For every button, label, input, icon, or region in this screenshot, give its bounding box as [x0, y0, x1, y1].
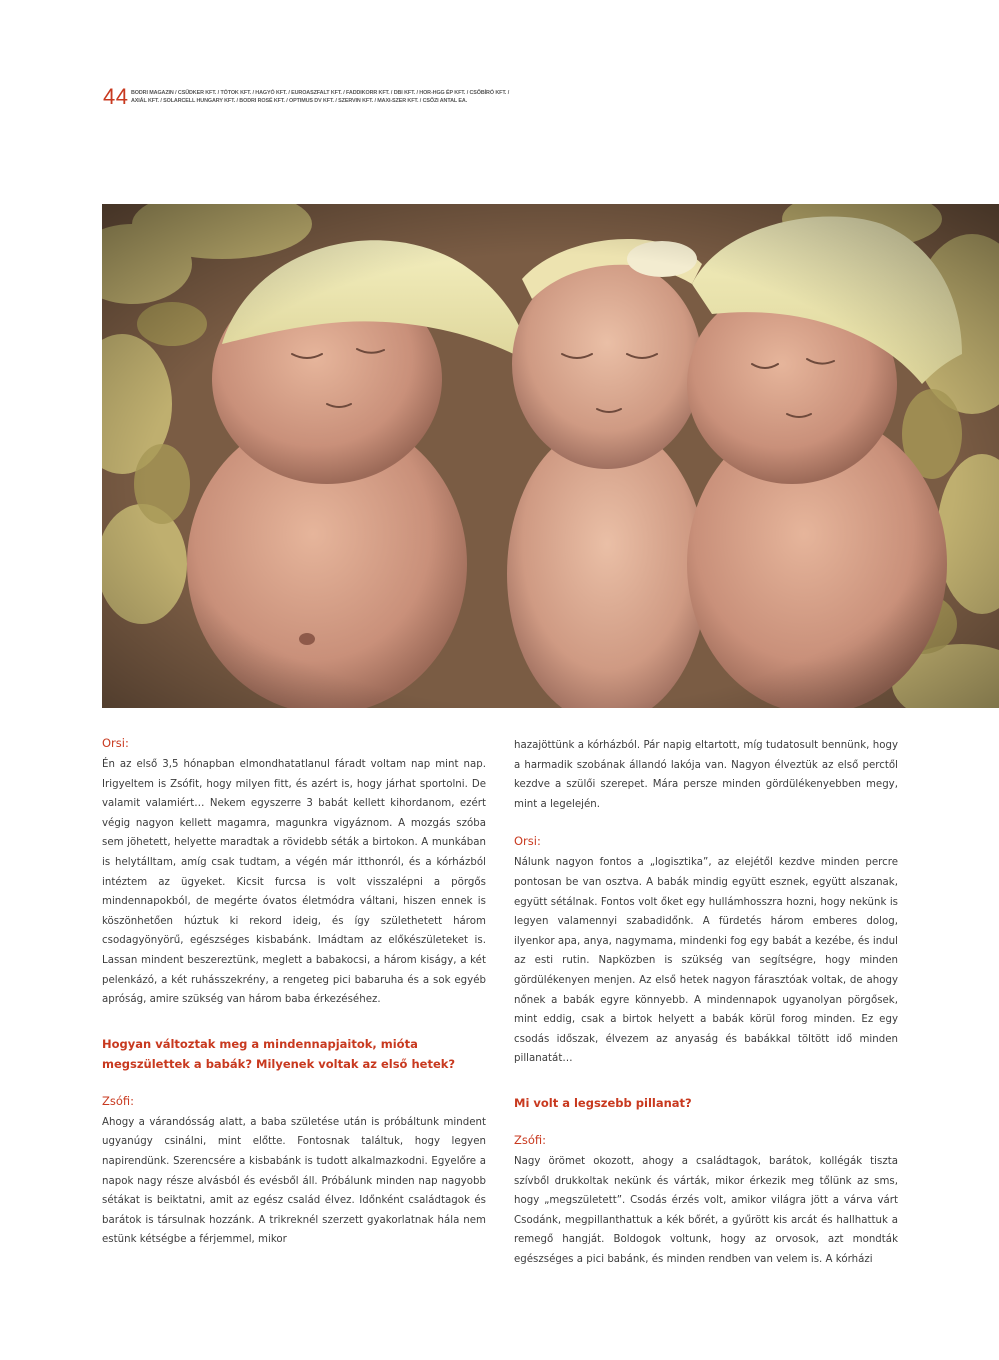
- sponsor-line: AXIÁL KFT. / SOLARCELL HUNGARY KFT. / BODRI ROSÉ KFT. / OPTIMUS DV KFT. / SZERVIN KFT. / MAXI-SZER KFT. / CSŐZI ANTAL EA.: [131, 98, 468, 104]
- sponsor-list: [131, 89, 523, 105]
- spacer: [514, 814, 898, 834]
- page-number: 44: [103, 84, 129, 109]
- speaker-label: Orsi:: [514, 834, 541, 849]
- triplets-photo: [102, 204, 999, 708]
- paragraph: Ahogy a várandósság alatt, a baba születése után is próbáltunk mindent ugyanúgy csinálni, mint előtte. Fontosnak találtuk, hogy legyen napirendünk. Szerencsére a kisbabánk is tudott alkalmazkodni. Egyelőre a napok nagy része alvásból és evésből áll. Próbálunk minden nap nagyobb sétákat is beiktatni, amit az egész család élvez. Időnként családtagok és barátok is társulnak hozzánk. A trikreknél szerzett gyakorlatnak hála nem estünk kétségbe a férjemmel, mikor: [102, 1116, 486, 1246]
- speaker-label: Orsi:: [102, 736, 129, 750]
- interview-question: Mi volt a legszebb pillanat?: [514, 1095, 692, 1110]
- paragraph: Nálunk nagyon fontos a „logisztika”, az elejétől kezdve minden percre pontosan be van osztva. A babák mindig együtt esznek, együtt alszanak, együtt sétálnak. Fontos volt őket egy hullámhosszra hozni, hogy nekünk is legyen valamennyi szabadidőnk. A fürdetés három emberes dolog, ilyenkor apa, anya, nagymama, mindenki fog egy babát a kezébe, és indul az esti rutin. Napközben is szükség van segítségre, hogy minden gördülékenyen menjen. Az első hetek nagyon fárasztóak voltak, de ahogy nőnek a babák egyre könnyebb. A mindennapok ugyanolyan pörgősek, mint eddig, csak a birtok helyett a babák körül forog minden. Ez egy csodás időszak, élvezem az anyaság és babákkal töltött idő minden pillanatát…: [514, 857, 898, 1065]
- paragraph: Nagy örömet okozott, ahogy a családtagok, barátok, kollégák tiszta szívből drukkoltak nekünk és várták, mikor érkezik meg tőlünk az sms, hogy „megszületett”. Csodás érzés volt, amikor világra jött a várva várt Csodánk, megpillanthattuk a kék bőrét, a gyűrött kis arcát és hallhattuk a remegő hangját. Boldogok voltunk, hogy az orvosok, azt mondták egészséges a pici babánk, és minden rendben van velem is. A kórházi: [514, 1155, 898, 1265]
- right-column: [514, 736, 898, 1269]
- speaker-label: Zsófi:: [102, 1093, 135, 1108]
- interview-question: Hogyan változtak meg a mindennapjaitok, mióta megszülettek a babák? Milyenek voltak az első hetek?: [102, 1036, 456, 1071]
- speaker-label: Zsófi:: [514, 1132, 547, 1147]
- left-column: [102, 736, 486, 1250]
- sponsor-line: BODRI MAGAZIN / CSŰDKER KFT. / TÓTOK KFT. / HAGYÓ KFT. / EUROASZFALT KFT. / FADDIKORR KFT. / DBI KFT. / HOR-HGG ÉP KFT. / CSŐBÍRÓ KFT. /: [131, 90, 510, 96]
- paragraph: Én az első 3,5 hónapban elmondhatatlanul fáradt voltam nap mint nap. Irigyeltem is Zsófit, hogy milyen fitt, és azért is, hogy járhat sportolni. De valamit valamiért… Nekem egyszerre 3 babát kellett kihordanom, ezért végig nagyon kellett magamra, magunkra vigyáznom. A mozgás szóba sem jöhetett, helyette maradtak a rövidebb séták a birtokon. A munkában is helytálltam, amíg csak tudtam, a végén már itthonról, és a kórházból intéztem az ügyeket. Kicsit furcsa is volt visszalépni a pörgős mindennapokból, de megérte óvatos életmódra váltani, hiszen ennek is köszönhetően húztuk ki rekord ideig, és így születhetett három csodagyönyörű, egészséges kisbabánk. Imádtam az előkészületeket is. Lassan mindent beszereztünk, meglett a babakocsi, a három kiságy, a két pelenkázó, a két ruhásszekrény, a rengeteg pici babaruha és a sok egyéb apróság, amire szükség van három baba érkezéséhez.: [102, 759, 486, 1006]
- page-header: [103, 86, 523, 110]
- triplets-illustration: [102, 204, 999, 708]
- paragraph: hazajöttünk a kórházból. Pár napig eltartott, míg tudatosult bennünk, hogy a harmadik szobának állandó lakója van. Nagyon élveztük az első perctől kezdve a szülői szerepet. Mára persze minden gördülékenyebben megy, mint a legelején.: [514, 740, 898, 810]
